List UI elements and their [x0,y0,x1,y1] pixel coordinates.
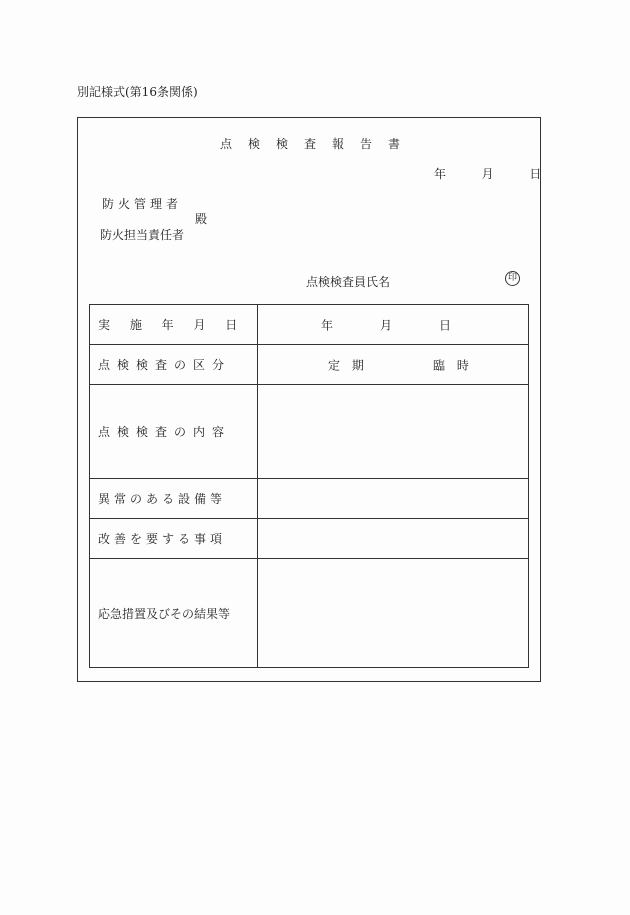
report-date [434,165,541,182]
row-label [90,305,258,345]
improvement-field[interactable] [258,519,529,559]
label-text: 点検検査の内容 [98,425,232,439]
cell-month: 月 [380,318,393,332]
date-day: 日 [529,167,542,181]
seal-mark: 印 [505,271,520,286]
addressee-honorific: 殿 [195,212,208,226]
row-label [90,385,258,479]
row-label [90,479,258,519]
date-year: 年 [434,167,447,181]
emergency-measures-field[interactable] [258,559,529,668]
option-extraordinary[interactable]: 臨 時 [433,358,473,372]
content-field[interactable] [258,385,529,479]
date-month: 月 [481,167,494,181]
table-row [90,345,529,385]
table-row [90,385,529,479]
row-label [90,559,258,668]
table-row [90,479,529,519]
label-text: 実 施 年 月 日 [98,318,246,332]
date-cell[interactable] [258,305,529,345]
row-label [90,345,258,385]
cell-day: 日 [439,318,452,332]
report-title: 点検検査報告書 [220,137,417,151]
cell-year: 年 [321,318,334,332]
label-text: 点検検査の区分 [98,358,232,372]
table-row [90,305,529,345]
category-cell[interactable] [258,345,529,385]
addressee-fire-manager: 防火管理者 [102,197,183,211]
table-row [90,519,529,559]
report-table [89,304,529,668]
label-text: 改善を要する事項 [98,532,227,546]
table-row [90,559,529,668]
row-label [90,519,258,559]
label-text: 異常のある設備等 [98,492,227,506]
addressee-fire-officer: 防火担当責任者 [100,228,185,242]
form-caption: 別記様式(第16条関係) [77,85,198,99]
inspector-name-label: 点検検査員氏名 [306,275,391,289]
label-text: 応急措置及びその結果等 [98,606,231,621]
option-regular[interactable]: 定 期 [328,358,368,372]
abnormal-equipment-field[interactable] [258,479,529,519]
